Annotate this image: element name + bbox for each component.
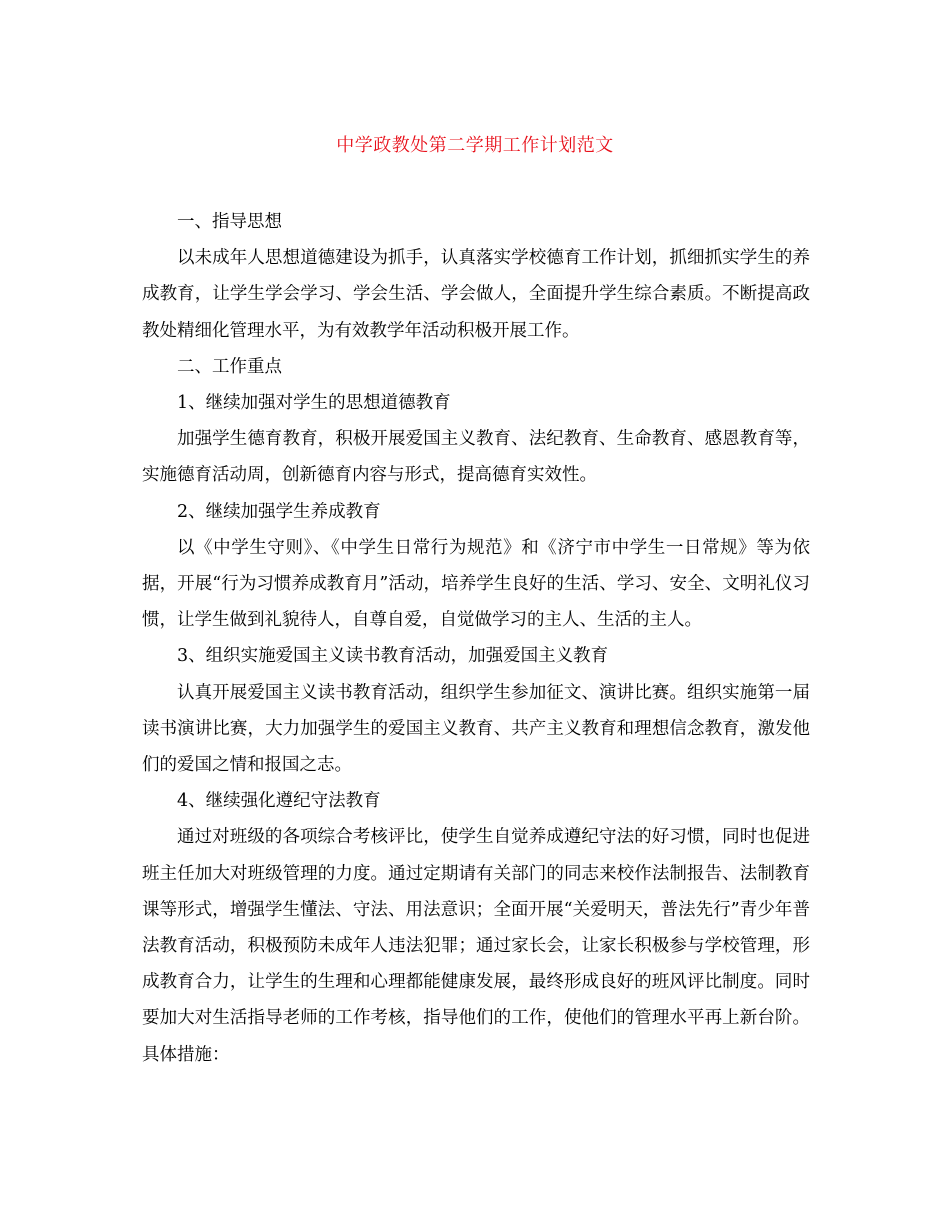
section-heading-work-focus: 二、工作重点 [177, 356, 282, 377]
section-heading-guiding-ideology: 一、指导思想 [177, 212, 282, 232]
subheading-habit-education: 2、继续加强学生养成教育 [177, 501, 381, 522]
paragraph-moral-education: 加强学生德育教育，积极开展爱国主义教育、法纪教育、生命教育、感恩教育等，实施德育活动周，创新德育内容与形式，提高德育实效性。 [142, 429, 810, 486]
paragraph-guiding-ideology: 以未成年人思想道德建设为抓手，认真落实学校德育工作计划，抓细抓实学生的养成教育，让学生学会学习、学会生活、学会做人，全面提升学生综合素质。不断提高政教处精细化管理水平，为有效教学年活动积极开展工作。 [142, 248, 810, 341]
paragraph-habit-education: 以《中学生守则》、《中学生日常行为规范》和《济宁市中学生一日常规》等为依据，开展“行为习惯养成教育月”活动，培养学生良好的生活、学习、安全、文明礼仪习惯，让学生做到礼貌待人，自尊自爱，自觉做学习的主人、生活的主人。 [142, 537, 810, 631]
document-body [142, 204, 810, 1073]
subheading-patriotic-reading: 3、组织实施爱国主义读书教育活动，加强爱国主义教育 [177, 646, 609, 667]
paragraph-patriotic-reading: 认真开展爱国主义读书教育活动，组织学生参加征文、演讲比赛。组织实施第一届读书演讲比赛，大力加强学生的爱国主义教育、共产主义教育和理想信念教育，激发他们的爱国之情和报国之志。 [142, 682, 810, 776]
subheading-moral-education: 1、继续加强对学生的思想道德教育 [177, 393, 451, 414]
document-title: 中学政教处第二学期工作计划范文 [336, 135, 614, 156]
paragraph-law-education: 通过对班级的各项综合考核评比，使学生自觉养成遵纪守法的好习惯，同时也促进班主任加大对班级管理的力度。通过定期请有关部门的同志来校作法制报告、法制教育课等形式，增强学生懂法、守法、用法意识；全面开展“关爱明天，普法先行”青少年普法教育活动，积极预防未成年人违法犯罪；通过家长会，让家长积极参与学校管理，形成教育合力，让学生的生理和心理都能健康发展，最终形成良好的班风评比制度。同时要加大对生活指导老师的工作考核，指导他们的工作，使他们的管理水平再上新台阶。具体措施： [142, 827, 810, 1065]
subheading-law-education: 4、继续强化遵纪守法教育 [177, 791, 381, 812]
